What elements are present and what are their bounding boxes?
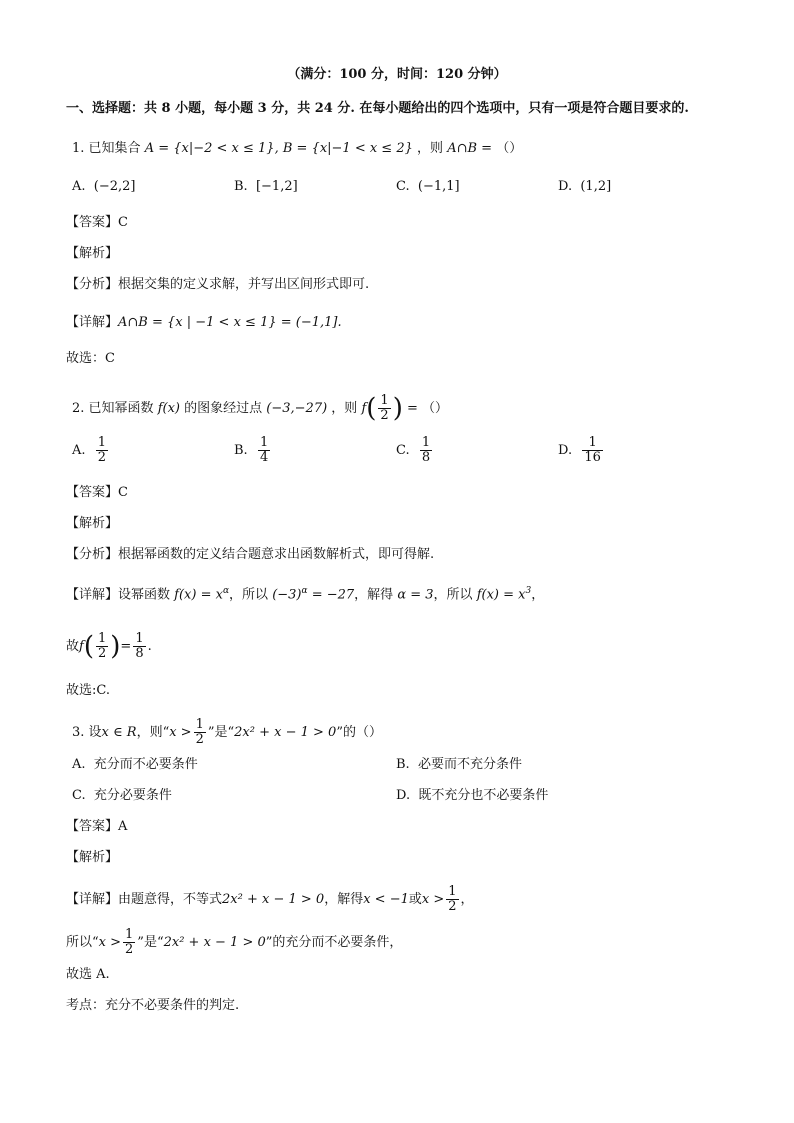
q2-option-a xyxy=(72,436,110,465)
detail-math: α = 3 xyxy=(397,587,434,603)
q2-stem-mid: 的图象经过点 xyxy=(184,401,263,416)
q3-option-c xyxy=(72,787,172,805)
detail-sup: α xyxy=(222,586,230,596)
option-value: (1,2] xyxy=(580,179,612,194)
option-label: B. xyxy=(234,179,248,194)
detail-text: 设幂函数 xyxy=(118,587,171,603)
option-label: B. xyxy=(396,757,410,772)
q3-stem-text: ”的（） xyxy=(336,725,382,740)
q2-f-of-x: f(x) xyxy=(157,401,180,416)
detail-math: x > xyxy=(421,892,445,907)
q2-fenxi xyxy=(66,546,434,564)
q2-answer xyxy=(66,484,128,502)
denominator: 2 xyxy=(97,450,107,465)
numerator: 1 xyxy=(582,436,603,451)
q1-option-b xyxy=(234,178,298,196)
q2-option-d xyxy=(558,436,605,465)
numerator: 1 xyxy=(97,631,107,646)
fenxi-text: 根据幂函数的定义结合题意求出函数解析式，即可得解. xyxy=(118,547,435,562)
detail-tag: 【详解】 xyxy=(66,315,119,330)
option-value: (−1,1] xyxy=(417,179,460,194)
option-label: D. xyxy=(558,179,573,194)
option-label: C. xyxy=(396,179,410,194)
q3-answer xyxy=(66,818,127,836)
q1-stem-math2: A∩B = xyxy=(447,141,493,156)
denominator: 2 xyxy=(97,646,107,661)
q3-option-b xyxy=(396,756,522,774)
denominator: 16 xyxy=(584,450,601,465)
q3-so xyxy=(66,928,402,957)
fenxi-tag: 【分析】 xyxy=(66,547,119,562)
q1-option-d xyxy=(558,178,611,196)
q2-result: 故f( $\frac{1}{2}$ )= $\frac{1}{8}$ . xyxy=(66,631,152,662)
detail-math: f(x) = x xyxy=(476,587,526,603)
numerator: 1 xyxy=(135,631,144,646)
option-text: 既不充分也不必要条件 xyxy=(418,788,549,803)
so-text: ”是“ xyxy=(137,935,164,950)
option-fraction xyxy=(582,436,603,465)
q2-stem-suffix: = （） xyxy=(407,401,449,416)
q1-option-a xyxy=(72,178,136,196)
option-label: C. xyxy=(72,788,86,803)
q1-fenxi xyxy=(66,276,369,294)
detail-tag: 【详解】 xyxy=(66,587,119,603)
q3-stem-prefix: 3. 设 xyxy=(72,725,102,740)
q3-option-a xyxy=(72,756,198,774)
numerator: 1 xyxy=(448,884,457,899)
q3-stem-math: 2x² + x − 1 > 0 xyxy=(234,725,337,740)
q2-stem-mid2: ，则 xyxy=(331,401,358,416)
answer-value: A xyxy=(118,819,128,834)
denominator: 8 xyxy=(135,646,144,661)
exam-meta: （满分：100 分，时间：120 分钟） xyxy=(287,67,507,82)
detail-text: 或 xyxy=(408,892,422,907)
q3-kaodian: 考点：充分不必要条件的判定. xyxy=(66,998,240,1013)
detail-text: ，解得 xyxy=(324,892,364,907)
option-label: D. xyxy=(558,443,573,458)
numerator: 1 xyxy=(97,435,107,450)
option-fraction xyxy=(258,436,270,465)
option-fraction xyxy=(420,436,432,465)
option-label: A. xyxy=(72,757,86,772)
detail-math: x < −1 xyxy=(363,892,409,907)
option-label: A. xyxy=(72,179,86,194)
option-fraction xyxy=(96,436,108,465)
q3-option-d xyxy=(396,787,548,805)
denominator: 2 xyxy=(125,942,134,957)
q1-stem-math: A = {x|−2 < x ≤ 1}, B = {x|−1 < x ≤ 2} xyxy=(144,141,413,156)
detail-fraction xyxy=(446,885,458,914)
q3-stem-math: x ∈ R xyxy=(101,725,137,740)
numerator: 1 xyxy=(380,393,389,408)
answer-value: C xyxy=(118,485,128,500)
detail-math: f(x) = x xyxy=(174,587,223,603)
option-value: [−1,2] xyxy=(255,179,298,194)
q3-analysis-tag: 【解析】 xyxy=(66,850,119,865)
answer-tag: 【答案】 xyxy=(66,819,119,834)
q2-option-b xyxy=(234,436,272,465)
detail-text: ，解得 xyxy=(354,587,394,603)
denominator: 8 xyxy=(421,450,431,465)
detail-tag: 【详解】 xyxy=(66,892,119,907)
so-math: 2x² + x − 1 > 0 xyxy=(163,935,266,950)
q1-conclusion: 故选：C xyxy=(66,351,115,366)
detail-sup: α xyxy=(301,586,308,596)
option-value: (−2,2] xyxy=(93,179,136,194)
q2-detail xyxy=(66,582,544,604)
denominator: 2 xyxy=(195,732,204,747)
numerator: 1 xyxy=(421,435,431,450)
q3-stem-text: ”是“ xyxy=(207,725,235,740)
q2-stem-fraction xyxy=(378,394,390,423)
numerator: 1 xyxy=(125,927,134,942)
q2-option-c xyxy=(396,436,434,465)
detail-math: 2x² + x − 1 > 0 xyxy=(222,892,325,907)
q3-detail xyxy=(66,885,474,914)
so-fraction xyxy=(123,928,135,957)
option-text: 充分必要条件 xyxy=(93,788,172,803)
q3-conclusion: 故选 A. xyxy=(66,967,110,982)
detail-text: ， xyxy=(460,892,474,907)
q2-stem: 2. 已知幂函数 f(x) 的图象经过点 (−3,−27) ，则 f( $\frac{1}{2}$ ) = （） xyxy=(72,393,449,424)
denominator: 2 xyxy=(380,408,389,423)
q1-detail xyxy=(66,314,342,332)
detail-text: ，所以 xyxy=(433,587,473,603)
option-label: A. xyxy=(72,443,86,458)
q2-conclusion: 故选:C. xyxy=(66,683,110,698)
result-f: f xyxy=(79,639,84,654)
detail-math: (−3) xyxy=(272,587,302,603)
denominator: 4 xyxy=(259,450,269,465)
numerator: 1 xyxy=(259,435,269,450)
result-fraction xyxy=(96,632,108,661)
detail-sup: 3 xyxy=(525,586,532,596)
q1-stem xyxy=(72,140,522,158)
result-value-fraction xyxy=(133,632,145,661)
detail-text: 由题意得，不等式 xyxy=(118,892,223,907)
q1-stem-suffix: （） xyxy=(496,141,523,156)
so-text: ”的充分而不必要条件， xyxy=(265,935,403,950)
detail-text: ， xyxy=(531,587,545,603)
so-math: x > xyxy=(98,935,122,950)
option-label: B. xyxy=(234,443,248,458)
q2-analysis-tag: 【解析】 xyxy=(66,516,119,531)
so-text: 所以“ xyxy=(66,935,99,950)
q3-stem-math: x > xyxy=(169,725,192,740)
q1-analysis-tag: 【解析】 xyxy=(66,246,119,261)
option-label: D. xyxy=(396,788,411,803)
q1-stem-prefix: 1. 已知集合 xyxy=(72,141,141,156)
q2-point: (−3,−27) xyxy=(266,401,328,416)
q2-stem-prefix: 2. 已知幂函数 xyxy=(72,401,154,416)
answer-tag: 【答案】 xyxy=(66,485,119,500)
q3-stem-text: ，则“ xyxy=(136,725,170,740)
option-text: 必要而不充分条件 xyxy=(417,757,522,772)
answer-tag: 【答案】 xyxy=(66,215,119,230)
result-text: 故 xyxy=(66,639,80,654)
q3-stem-fraction xyxy=(194,718,206,747)
denominator: 2 xyxy=(448,899,457,914)
option-label: C. xyxy=(396,443,410,458)
option-text: 充分而不必要条件 xyxy=(93,757,198,772)
detail-math: = −27 xyxy=(307,587,355,603)
q3-stem xyxy=(72,718,382,747)
answer-value: C xyxy=(118,215,128,230)
result-eq: = xyxy=(120,639,132,654)
section-title: 一、选择题：共 8 小题，每小题 3 分，共 24 分. 在每小题给出的四个选项中，只有一项是符合题目要求的. xyxy=(66,101,689,116)
q2-f-label: f xyxy=(361,401,367,416)
numerator: 1 xyxy=(195,717,204,732)
fenxi-text: 根据交集的定义求解，并写出区间形式即可. xyxy=(118,277,370,292)
detail-math: A∩B = {x | −1 < x ≤ 1} = (−1,1]. xyxy=(118,315,342,330)
fenxi-tag: 【分析】 xyxy=(66,277,119,292)
q1-answer xyxy=(66,214,128,232)
detail-text: ，所以 xyxy=(229,587,269,603)
q1-stem-mid: ，则 xyxy=(417,141,444,156)
q1-option-c xyxy=(396,178,460,196)
result-dot: . xyxy=(147,639,152,654)
